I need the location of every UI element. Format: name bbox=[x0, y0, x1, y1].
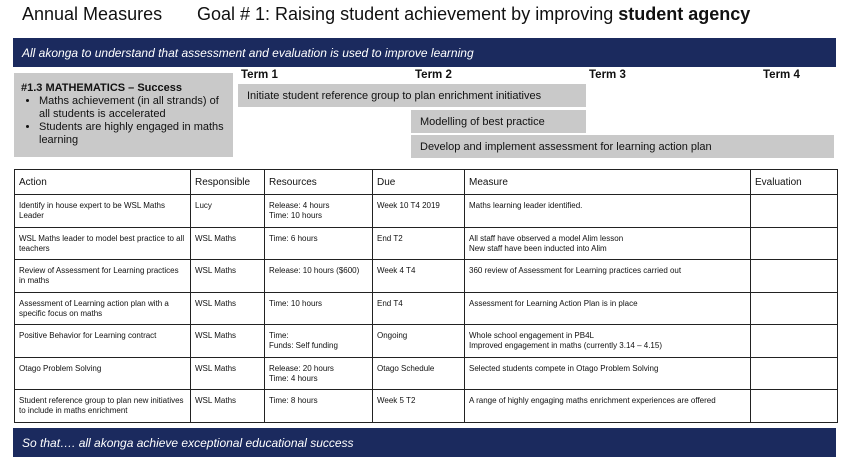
cell-evaluation bbox=[751, 325, 838, 358]
cell-measure: Assessment for Learning Action Plan is in place bbox=[465, 292, 751, 325]
cell-measure: Whole school engagement in PB4L Improved engagement in maths (currently 3.14 – 4.15) bbox=[465, 325, 751, 358]
header-responsible: Responsible bbox=[191, 170, 265, 195]
cell-evaluation bbox=[751, 260, 838, 293]
success-list bbox=[21, 95, 227, 147]
cell-measure: Selected students compete in Otago Problem Solving bbox=[465, 357, 751, 390]
success-bullet: • Students are highly engaged in maths learning bbox=[39, 121, 227, 147]
header-resources: Resources bbox=[265, 170, 373, 195]
cell-due: End T2 bbox=[373, 227, 465, 260]
table-header-row bbox=[15, 170, 838, 195]
success-bullet: • Maths achievement (in all strands) of all students is accelerated bbox=[39, 95, 227, 121]
cell-resources: Release: 10 hours ($600) bbox=[265, 260, 373, 293]
header-measure: Measure bbox=[465, 170, 751, 195]
table-row bbox=[15, 227, 838, 260]
cell-evaluation bbox=[751, 390, 838, 423]
goal-heading bbox=[197, 4, 750, 25]
cell-action: Identify in house expert to be WSL Maths Leader bbox=[15, 195, 191, 228]
timeline-bar-modelling: Modelling of best practice bbox=[411, 110, 586, 133]
cell-responsible: WSL Maths bbox=[191, 325, 265, 358]
term-4-label: Term 4 bbox=[763, 69, 800, 81]
cell-evaluation bbox=[751, 357, 838, 390]
cell-resources: Time: Funds: Self funding bbox=[265, 325, 373, 358]
success-box bbox=[14, 73, 233, 157]
cell-action: Positive Behavior for Learning contract bbox=[15, 325, 191, 358]
cell-measure: Maths learning leader identified. bbox=[465, 195, 751, 228]
cell-due: End T4 bbox=[373, 292, 465, 325]
table-row bbox=[15, 195, 838, 228]
table-row bbox=[15, 357, 838, 390]
cell-measure: 360 review of Assessment for Learning practices carried out bbox=[465, 260, 751, 293]
cell-measure: A range of highly engaging maths enrichment experiences are offered bbox=[465, 390, 751, 423]
term-2-label: Term 2 bbox=[415, 69, 452, 81]
cell-responsible: WSL Maths bbox=[191, 227, 265, 260]
cell-resources: Release: 20 hours Time: 4 hours bbox=[265, 357, 373, 390]
timeline-bar-assessment-plan: Develop and implement assessment for learning action plan bbox=[411, 135, 834, 158]
cell-due: Week 10 T4 2019 bbox=[373, 195, 465, 228]
cell-responsible: WSL Maths bbox=[191, 357, 265, 390]
cell-responsible: WSL Maths bbox=[191, 292, 265, 325]
cell-action: Student reference group to plan new initiatives to include in maths enrichment bbox=[15, 390, 191, 423]
bottom-banner: So that…. all akonga achieve exceptional educational success bbox=[13, 428, 836, 457]
cell-resources: Release: 4 hours Time: 10 hours bbox=[265, 195, 373, 228]
cell-due: Week 4 T4 bbox=[373, 260, 465, 293]
cell-responsible: Lucy bbox=[191, 195, 265, 228]
cell-action: Otago Problem Solving bbox=[15, 357, 191, 390]
cell-action: Review of Assessment for Learning practices in maths bbox=[15, 260, 191, 293]
cell-evaluation bbox=[751, 195, 838, 228]
cell-action: WSL Maths leader to model best practice to all teachers bbox=[15, 227, 191, 260]
top-banner: All akonga to understand that assessment and evaluation is used to improve learning bbox=[13, 38, 836, 67]
cell-resources: Time: 8 hours bbox=[265, 390, 373, 423]
success-title: #1.3 MATHEMATICS – Success bbox=[21, 82, 182, 94]
header-evaluation: Evaluation bbox=[751, 170, 838, 195]
goal-text: Goal # 1: Raising student achievement by improving bbox=[197, 4, 619, 24]
term-3-label: Term 3 bbox=[589, 69, 626, 81]
table-row bbox=[15, 390, 838, 423]
goal-emphasis: student agency bbox=[618, 4, 751, 24]
timeline-bar-reference-group: Initiate student reference group to plan enrichment initiatives bbox=[238, 84, 586, 107]
table-row bbox=[15, 292, 838, 325]
action-plan-table bbox=[14, 169, 838, 423]
cell-action: Assessment of Learning action plan with a specific focus on maths bbox=[15, 292, 191, 325]
cell-responsible: WSL Maths bbox=[191, 390, 265, 423]
header-due: Due bbox=[373, 170, 465, 195]
page-title: Annual Measures bbox=[22, 4, 163, 24]
cell-resources: Time: 10 hours bbox=[265, 292, 373, 325]
cell-resources: Time: 6 hours bbox=[265, 227, 373, 260]
cell-measure: All staff have observed a model Alim lesson New staff have been inducted into Alim bbox=[465, 227, 751, 260]
table-row bbox=[15, 325, 838, 358]
cell-due: Week 5 T2 bbox=[373, 390, 465, 423]
cell-evaluation bbox=[751, 227, 838, 260]
cell-evaluation bbox=[751, 292, 838, 325]
table-row bbox=[15, 260, 838, 293]
term-1-label: Term 1 bbox=[241, 69, 278, 81]
cell-responsible: WSL Maths bbox=[191, 260, 265, 293]
cell-due: Otago Schedule bbox=[373, 357, 465, 390]
cell-due: Ongoing bbox=[373, 325, 465, 358]
header-action: Action bbox=[15, 170, 191, 195]
